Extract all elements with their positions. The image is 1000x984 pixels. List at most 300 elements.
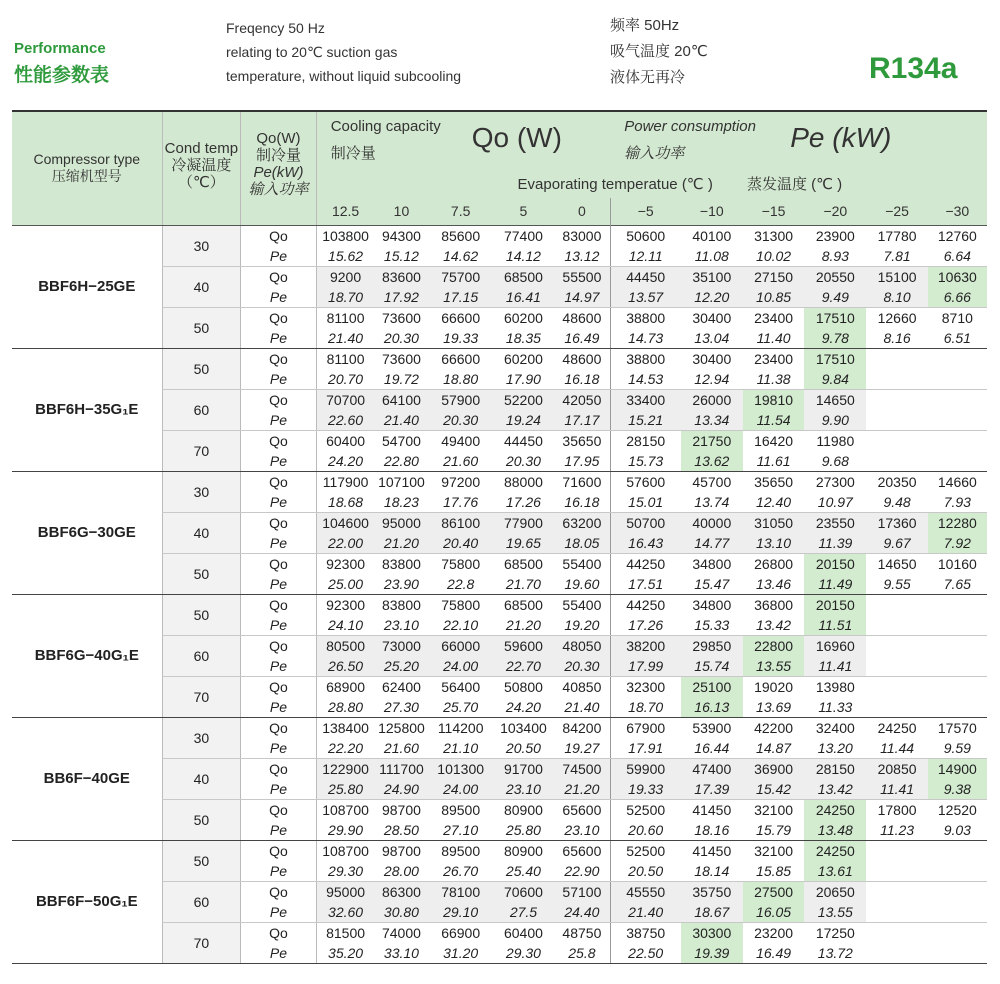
- pe-label: Pe: [241, 738, 317, 759]
- pe-label: Pe: [241, 656, 317, 677]
- pe-value-cell: 23.10: [493, 779, 554, 800]
- qo-value-cell: 103800: [322, 227, 369, 244]
- pe-value-cell: [866, 697, 927, 718]
- pe-label: Pe: [241, 943, 317, 964]
- pe-value-cell: 24.10: [316, 615, 374, 636]
- qo-value-cell: 73000: [374, 635, 428, 656]
- qo-value-cell: 14650: [804, 389, 866, 410]
- qo-value-cell: 92300: [326, 596, 366, 613]
- qo-value-cell: 29850: [681, 635, 743, 656]
- pe-value-cell: 19.72: [374, 369, 428, 390]
- pe-value-cell: 8.10: [866, 287, 927, 308]
- qo-value-cell: 68500: [493, 266, 554, 287]
- qo-label: Qo: [241, 758, 317, 779]
- qo-label: Qo: [241, 348, 317, 369]
- pe-value-cell: 17.95: [554, 451, 610, 472]
- qo-value-cell: [928, 840, 987, 861]
- performance-table: [12, 110, 987, 964]
- pe-value-cell: [928, 943, 987, 964]
- qo-value-cell: 21750: [681, 430, 743, 451]
- pe-value-cell: 6.51: [928, 328, 987, 349]
- pe-value-cell: 13.20: [804, 738, 866, 759]
- cond-temp-cell: 60: [162, 389, 241, 430]
- pe-value-cell: 14.62: [429, 246, 493, 267]
- qo-value-cell: 81100: [326, 309, 365, 326]
- pe-value-cell: 16.41: [493, 287, 554, 308]
- cond-temp-cell: 60: [162, 881, 241, 922]
- pe-value-cell: 29.30: [493, 943, 554, 964]
- pe-value-cell: 24.90: [374, 779, 428, 800]
- pe-value-cell: 24.00: [429, 656, 493, 677]
- evap-temp-col-10: −30: [928, 198, 987, 225]
- qo-value-cell: 22800: [743, 635, 804, 656]
- qo-value-cell: 45550: [610, 881, 680, 902]
- evap-temp-col-0: 12.5: [316, 198, 374, 225]
- pe-value-cell: 14.87: [743, 738, 804, 759]
- qo-value-cell: 73600: [381, 350, 421, 367]
- pe-value-cell: 23.10: [554, 820, 610, 841]
- qo-value-cell: 17360: [866, 512, 927, 533]
- cond-temp-cell: 70: [162, 922, 241, 963]
- qo-value-cell: 83600: [374, 266, 428, 287]
- qo-value-cell: 98700: [381, 801, 421, 818]
- qo-value-cell: 44450: [610, 266, 680, 287]
- pe-value-cell: 29.30: [316, 861, 374, 882]
- pe-value-cell: 13.48: [804, 820, 866, 841]
- pe-value-cell: 28.50: [374, 820, 428, 841]
- qo-value-cell: 83800: [381, 555, 421, 572]
- qo-value-cell: 30300: [681, 922, 743, 943]
- pe-label: Pe: [241, 369, 317, 390]
- qo-value-cell: 101300: [429, 758, 493, 779]
- pe-value-cell: 23.10: [374, 615, 428, 636]
- qo-value-cell: 91700: [493, 758, 554, 779]
- pe-value-cell: 9.55: [866, 574, 927, 595]
- refrigerant-label: R134a: [869, 52, 958, 85]
- qo-value-cell: [928, 594, 987, 615]
- pe-value-cell: 15.21: [610, 410, 680, 431]
- qo-value-cell: 89500: [441, 842, 481, 859]
- qo-value-cell: [866, 389, 927, 410]
- pe-label: Pe: [241, 410, 317, 431]
- qo-value-cell: 52200: [493, 389, 554, 410]
- evap-temp-col-9: −25: [866, 198, 927, 225]
- qo-value-cell: 74500: [554, 758, 610, 779]
- qo-value-cell: 54700: [381, 432, 421, 449]
- qo-value-cell: 94300: [381, 227, 421, 244]
- pe-value-cell: 32.60: [316, 902, 374, 923]
- qo-value-cell: 32300: [610, 676, 680, 697]
- pe-value-cell: 17.26: [610, 615, 680, 636]
- evap-cn: 蒸发温度 (℃ ): [747, 175, 843, 193]
- pe-value-cell: 21.10: [429, 738, 493, 759]
- pe-value-cell: [866, 656, 927, 677]
- pe-value-cell: 25.20: [374, 656, 428, 677]
- condition-cn-1: 频率 50Hz: [610, 17, 680, 34]
- power-en: Power consumption: [624, 118, 756, 135]
- qo-label: Qo: [241, 717, 317, 738]
- pe-value-cell: 14.53: [610, 369, 680, 390]
- qo-value-cell: 27500: [743, 881, 804, 902]
- qo-value-cell: 9200: [316, 266, 374, 287]
- qo-value-cell: 16960: [804, 635, 866, 656]
- pe-value-cell: 14.12: [493, 246, 554, 267]
- qo-value-cell: 45700: [692, 473, 732, 490]
- qo-value-cell: 80500: [316, 635, 374, 656]
- qo-value-cell: 60200: [503, 309, 543, 326]
- pe-value-cell: [928, 861, 987, 882]
- pe-value-cell: 16.18: [554, 492, 610, 513]
- qo-value-cell: 73600: [381, 309, 421, 326]
- pe-value-cell: 14.77: [681, 533, 743, 554]
- pe-value-cell: 20.40: [429, 533, 493, 554]
- qo-value-cell: 95000: [316, 881, 374, 902]
- pe-value-cell: 17.26: [493, 492, 554, 513]
- pe-value-cell: 17.17: [554, 410, 610, 431]
- qo-value-cell: [928, 348, 987, 369]
- qo-value-cell: 107100: [378, 473, 425, 490]
- pe-cn: 输入功率: [248, 181, 309, 198]
- pe-value-cell: 33.10: [374, 943, 428, 964]
- condition-cn-3: 液体无再冷: [610, 69, 686, 86]
- pe-value-cell: 18.14: [681, 861, 743, 882]
- qo-value-cell: 77900: [493, 512, 554, 533]
- pe-label: Pe: [241, 615, 317, 636]
- qo-value-cell: 80900: [503, 842, 543, 859]
- qo-value-cell: 68500: [503, 555, 543, 572]
- pe-value-cell: 25.80: [316, 779, 374, 800]
- evap-temp-col-3: 5: [493, 198, 554, 225]
- pe-value-cell: 22.20: [316, 738, 374, 759]
- qo-value-cell: 8710: [941, 309, 973, 326]
- pe-en: Pe(kW): [253, 164, 304, 181]
- qo-value-cell: 14660: [937, 473, 977, 490]
- cond-temp-cell: 30: [162, 717, 241, 758]
- pe-value-cell: 21.40: [610, 902, 680, 923]
- qo-label: Qo: [241, 430, 317, 451]
- pe-label: Pe: [241, 902, 317, 923]
- qo-value-cell: 57600: [610, 471, 680, 492]
- qo-value-cell: 10630: [928, 266, 987, 287]
- compressor-type-cn: 压缩机型号: [51, 168, 122, 185]
- pe-value-cell: 7.93: [928, 492, 987, 513]
- qo-value-cell: 23550: [804, 512, 866, 533]
- qo-value-cell: 70600: [493, 881, 554, 902]
- pe-value-cell: 13.69: [743, 697, 804, 718]
- pe-value-cell: 18.23: [374, 492, 428, 513]
- qo-value-cell: 97200: [441, 473, 481, 490]
- qo-value-cell: 23200: [754, 924, 794, 941]
- pe-value-cell: 22.70: [493, 656, 554, 677]
- qo-value-cell: 15100: [866, 266, 927, 287]
- qo-value-cell: 31050: [743, 512, 804, 533]
- pe-value-cell: [866, 369, 927, 390]
- pe-value-cell: [928, 656, 987, 677]
- model-name: BBF6H−25GE: [12, 225, 162, 348]
- qo-value-cell: 59600: [493, 635, 554, 656]
- pe-value-cell: 11.41: [866, 779, 927, 800]
- qo-label: Qo: [241, 471, 317, 492]
- qo-value-cell: 28150: [610, 430, 680, 451]
- pe-value-cell: 25.8: [554, 943, 610, 964]
- qo-value-cell: 56400: [441, 678, 481, 695]
- qo-value-cell: 12660: [877, 309, 917, 326]
- pe-value-cell: [866, 615, 927, 636]
- qo-value-cell: [928, 430, 987, 451]
- table-row: [12, 594, 987, 615]
- pe-value-cell: 21.60: [429, 451, 493, 472]
- pe-value-cell: 11.51: [804, 615, 866, 636]
- table-row: [12, 225, 987, 246]
- qo-label: Qo: [241, 512, 317, 533]
- qo-value-cell: [866, 430, 927, 451]
- pe-value-cell: 18.67: [681, 902, 743, 923]
- pe-value-cell: 18.05: [554, 533, 610, 554]
- pe-value-cell: 25.40: [493, 861, 554, 882]
- qo-value-cell: 40000: [681, 512, 743, 533]
- pe-value-cell: 11.61: [743, 451, 804, 472]
- cond-temp-cell: 50: [162, 348, 241, 389]
- cond-temp-en: Cond temp: [164, 140, 239, 157]
- pe-value-cell: 21.70: [493, 574, 554, 595]
- pe-value-cell: 21.40: [554, 697, 610, 718]
- qo-value-cell: [928, 389, 987, 410]
- qo-value-cell: 38200: [610, 635, 680, 656]
- qo-value-cell: 59900: [610, 758, 680, 779]
- pe-label: Pe: [241, 492, 317, 513]
- pe-value-cell: 19.20: [554, 615, 610, 636]
- qo-label: Qo: [241, 676, 317, 697]
- qo-value-cell: 30400: [692, 350, 732, 367]
- qo-value-cell: 57900: [429, 389, 493, 410]
- pe-value-cell: 16.49: [743, 943, 804, 964]
- qo-value-cell: 20150: [804, 553, 866, 574]
- pe-value-cell: 11.39: [804, 533, 866, 554]
- pe-value-cell: 13.34: [681, 410, 743, 431]
- pe-value-cell: 18.16: [681, 820, 743, 841]
- qo-value-cell: 19810: [743, 389, 804, 410]
- pe-value-cell: 13.42: [743, 615, 804, 636]
- qo-value-cell: 33400: [610, 389, 680, 410]
- evap-temp-col-7: −15: [743, 198, 804, 225]
- qo-value-cell: 31300: [754, 227, 794, 244]
- pe-value-cell: [928, 697, 987, 718]
- qo-value-cell: 60200: [503, 350, 543, 367]
- pe-value-cell: 20.30: [429, 410, 493, 431]
- pe-value-cell: 11.23: [866, 820, 927, 841]
- qo-value-cell: 12520: [937, 801, 977, 818]
- pe-value-cell: 24.00: [429, 779, 493, 800]
- pe-value-cell: 15.79: [743, 820, 804, 841]
- pe-label: Pe: [241, 861, 317, 882]
- cond-temp-cell: 50: [162, 307, 241, 348]
- qo-value-cell: 65600: [562, 801, 602, 818]
- qo-value-cell: 14900: [928, 758, 987, 779]
- pe-value-cell: 7.92: [928, 533, 987, 554]
- cond-temp-cn: 冷凝温度: [171, 157, 232, 174]
- qo-value-cell: 103400: [500, 719, 547, 736]
- pe-value-cell: 14.73: [610, 328, 680, 349]
- pe-value-cell: [866, 943, 927, 964]
- model-name: BBF6F−50G₁E: [12, 840, 162, 963]
- pe-value-cell: 11.44: [866, 738, 927, 759]
- qo-value-cell: 11980: [816, 432, 855, 449]
- pe-value-cell: 30.80: [374, 902, 428, 923]
- qo-value-cell: 83000: [562, 227, 602, 244]
- qo-value-cell: 81500: [326, 924, 366, 941]
- qo-value-cell: 86100: [429, 512, 493, 533]
- pe-value-cell: 15.01: [610, 492, 680, 513]
- cond-temp-cell: 40: [162, 758, 241, 799]
- pe-value-cell: 16.44: [681, 738, 743, 759]
- qo-value-cell: 30400: [692, 309, 732, 326]
- qo-value-cell: [866, 348, 927, 369]
- pe-value-cell: 6.64: [928, 246, 987, 267]
- pe-value-cell: 13.55: [804, 902, 866, 923]
- qo-label: Qo: [241, 266, 317, 287]
- qo-value-cell: 92300: [326, 555, 366, 572]
- pe-value-cell: 35.20: [316, 943, 374, 964]
- qo-value-cell: 20550: [804, 266, 866, 287]
- cond-temp-cell: 50: [162, 799, 241, 840]
- qo-value-cell: [866, 676, 927, 697]
- cond-temp-cell: 70: [162, 676, 241, 717]
- qo-value-cell: 65600: [562, 842, 602, 859]
- qo-label: Qo: [241, 881, 317, 902]
- pe-value-cell: [928, 369, 987, 390]
- qo-value-cell: 111700: [374, 758, 428, 779]
- pe-value-cell: 15.47: [681, 574, 743, 595]
- cond-temp-cell: 40: [162, 512, 241, 553]
- pe-value-cell: 21.40: [374, 410, 428, 431]
- qo-value-cell: 12760: [937, 227, 977, 244]
- pe-value-cell: 9.03: [928, 820, 987, 841]
- qo-value-cell: 104600: [316, 512, 374, 533]
- qo-value-cell: 50600: [610, 225, 680, 246]
- pe-value-cell: 11.08: [681, 246, 743, 267]
- qo-value-cell: 66600: [441, 350, 481, 367]
- pe-value-cell: 20.30: [554, 656, 610, 677]
- qo-value-cell: [928, 922, 987, 943]
- pe-value-cell: 13.42: [804, 779, 866, 800]
- qo-value-cell: 38800: [610, 307, 680, 328]
- pe-value-cell: 17.90: [493, 369, 554, 390]
- pe-label: Pe: [241, 451, 317, 472]
- table-row: [12, 471, 987, 492]
- qo-value-cell: 71600: [562, 473, 602, 490]
- qo-value-cell: 68500: [503, 596, 543, 613]
- condition-cn-2: 吸气温度 20℃: [610, 43, 708, 60]
- qo-value-cell: 53900: [692, 719, 732, 736]
- pe-value-cell: 13.72: [804, 943, 866, 964]
- pe-value-cell: 8.93: [804, 246, 866, 267]
- pe-value-cell: 13.12: [554, 246, 610, 267]
- qo-value-cell: 40850: [562, 678, 602, 695]
- pe-value-cell: 9.49: [804, 287, 866, 308]
- qo-value-cell: 41450: [692, 801, 732, 818]
- qo-value-cell: 78100: [429, 881, 493, 902]
- pe-value-cell: 24.20: [316, 451, 374, 472]
- pe-value-cell: 11.33: [804, 697, 866, 718]
- performance-title-en: Performance: [14, 40, 106, 57]
- qo-value-cell: 55500: [554, 266, 610, 287]
- qo-value-cell: 117900: [322, 473, 369, 490]
- pe-value-cell: 11.41: [804, 656, 866, 677]
- pe-value-cell: 18.80: [429, 369, 493, 390]
- cond-temp-cell: 30: [162, 225, 241, 266]
- qo-value-cell: 84200: [562, 719, 602, 736]
- qo-value-cell: 95000: [374, 512, 428, 533]
- evap-temp-col-2: 7.5: [429, 198, 493, 225]
- pe-value-cell: [866, 861, 927, 882]
- pe-value-cell: 7.65: [928, 574, 987, 595]
- condition-en-2: relating to 20℃ suction gas: [226, 44, 398, 60]
- table-row: [12, 840, 987, 861]
- pe-value-cell: 22.50: [610, 943, 680, 964]
- pe-value-cell: 22.8: [429, 574, 493, 595]
- pe-value-cell: 9.68: [804, 451, 866, 472]
- qo-value-cell: 70700: [316, 389, 374, 410]
- compressor-type-header: [12, 111, 162, 225]
- qo-value-cell: 49400: [441, 432, 481, 449]
- qo-value-cell: 88000: [503, 473, 543, 490]
- pe-label: Pe: [241, 697, 317, 718]
- qo-value-cell: 13980: [815, 678, 855, 695]
- pe-value-cell: 21.40: [316, 328, 374, 349]
- pe-value-cell: 11.38: [743, 369, 804, 390]
- qo-value-cell: 57100: [554, 881, 610, 902]
- qo-value-cell: 28150: [804, 758, 866, 779]
- evap-temp-col-5: −5: [610, 198, 680, 225]
- qo-value-cell: 26000: [681, 389, 743, 410]
- pe-value-cell: 13.10: [743, 533, 804, 554]
- pe-value-cell: 9.90: [804, 410, 866, 431]
- qo-value-cell: 19020: [754, 678, 794, 695]
- qo-value-cell: 48600: [562, 350, 602, 367]
- pe-value-cell: 26.70: [429, 861, 493, 882]
- qo-value-cell: [866, 635, 927, 656]
- pe-value-cell: [928, 410, 987, 431]
- cond-temp-unit: （℃）: [177, 174, 225, 191]
- qo-value-cell: 23900: [815, 227, 855, 244]
- pe-value-cell: 19.60: [554, 574, 610, 595]
- qo-label: Qo: [241, 922, 317, 943]
- table-row: [12, 717, 987, 738]
- cooling-en: Cooling capacity: [330, 118, 441, 135]
- pe-value-cell: 10.85: [743, 287, 804, 308]
- pe-value-cell: 24.20: [493, 697, 554, 718]
- qo-value-cell: 38800: [610, 348, 680, 369]
- qo-value-cell: 20350: [877, 473, 917, 490]
- pe-value-cell: 17.92: [374, 287, 428, 308]
- pe-value-cell: 19.39: [681, 943, 743, 964]
- evap-temp-col-4: 0: [554, 198, 610, 225]
- pe-value-cell: 31.20: [429, 943, 493, 964]
- qo-value-cell: 35650: [754, 473, 794, 490]
- qo-label: Qo: [241, 225, 317, 246]
- qo-value-cell: 24250: [804, 799, 866, 820]
- qo-value-cell: 32100: [754, 842, 794, 859]
- qo-value-cell: 68900: [326, 678, 366, 695]
- pe-value-cell: 9.84: [804, 369, 866, 390]
- qo-value-cell: 32100: [754, 801, 794, 818]
- evap-temp-col-6: −10: [681, 198, 743, 225]
- pe-value-cell: 25.00: [316, 574, 374, 595]
- pe-value-cell: 18.70: [610, 697, 680, 718]
- pe-label: Pe: [241, 328, 317, 349]
- pe-label: Pe: [241, 246, 317, 267]
- pe-value-cell: [928, 902, 987, 923]
